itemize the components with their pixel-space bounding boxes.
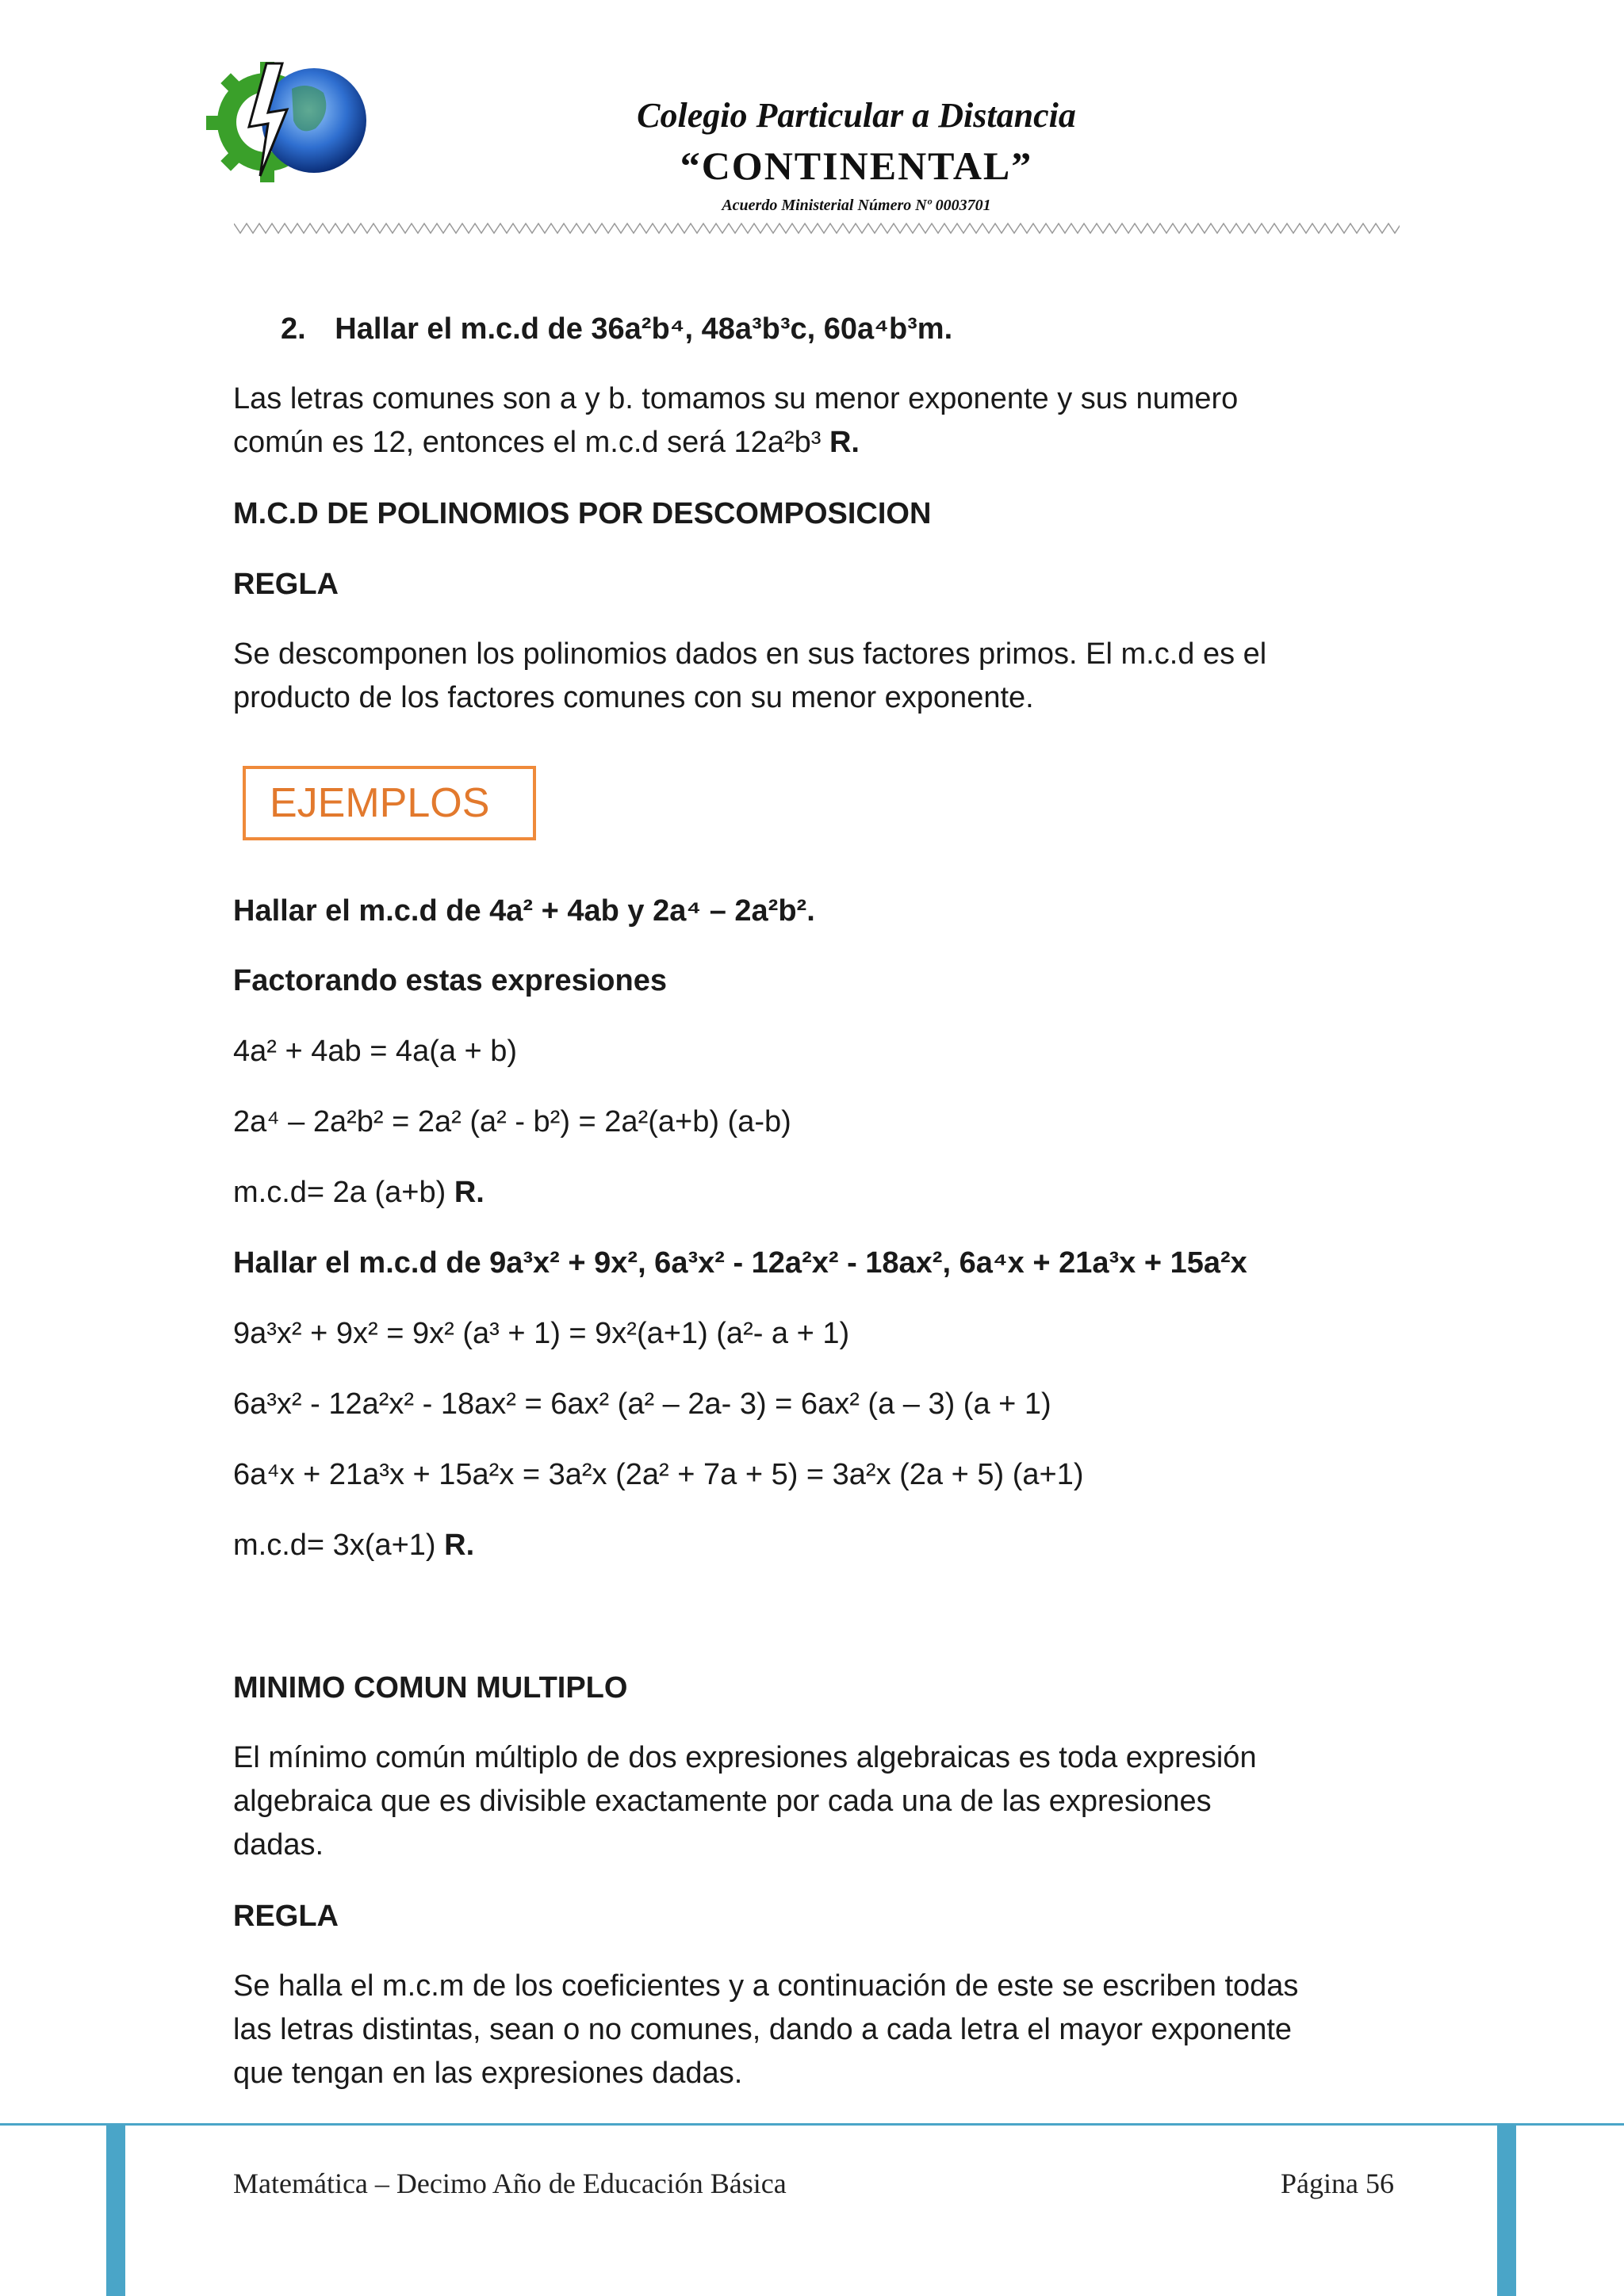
school-brand: “CONTINENTAL” bbox=[680, 144, 1033, 188]
examples-label: EJEMPLOS bbox=[270, 780, 490, 826]
result-mark: R. bbox=[454, 1176, 485, 1209]
equation-line: 6a⁴x + 21a³x + 15a²x = 3a²x (2a² + 7a + 5) = 3a²x (2a + 5) (a+1) bbox=[233, 1458, 1084, 1491]
subheading: Factorando estas expresiones bbox=[233, 964, 667, 997]
school-name: Colegio Particular a Distancia bbox=[637, 96, 1076, 135]
rule-heading: REGLA bbox=[233, 568, 339, 601]
rule-heading: REGLA bbox=[233, 1900, 339, 1933]
result-line bbox=[233, 1171, 485, 1215]
example-title: Hallar el m.c.d de 9a³x² + 9x², 6a³x² - 12a²x² - 18ax², 6a⁴x + 21a³x + 15a²x bbox=[233, 1246, 1247, 1280]
footer-bar-right bbox=[1497, 2126, 1516, 2296]
equation-line: 9a³x² + 9x² = 9x² (a³ + 1) = 9x²(a+1) (a²- a + 1) bbox=[233, 1317, 850, 1350]
paragraph-line: algebraica que es divisible exactamente por cada una de las expresiones bbox=[233, 1785, 1212, 1818]
paragraph-line: que tengan en las expresiones dadas. bbox=[233, 2057, 743, 2090]
paragraph-line: Las letras comunes son a y b. tomamos su menor exponente y sus numero bbox=[233, 382, 1239, 415]
item-2-title bbox=[281, 308, 952, 351]
ministerial-agreement: Acuerdo Ministerial Número Nº 0003701 bbox=[722, 197, 991, 214]
equation-line: 4a² + 4ab = 4a(a + b) bbox=[233, 1035, 518, 1068]
item-number: 2. bbox=[281, 312, 306, 346]
item-text: Hallar el m.c.d de 36a²b⁴, 48a³b³c, 60a⁴b³m. bbox=[335, 312, 953, 346]
result-mark: R. bbox=[444, 1529, 475, 1562]
section-heading: MINIMO COMUN MULTIPLO bbox=[233, 1671, 628, 1705]
footer-bar-left bbox=[106, 2126, 125, 2296]
footer-course: Matemática – Decimo Año de Educación Básica bbox=[233, 2168, 787, 2199]
paragraph-line: Se descomponen los polinomios dados en sus factores primos. El m.c.d es el bbox=[233, 637, 1267, 671]
paragraph-line: producto de los factores comunes con su menor exponente. bbox=[233, 681, 1034, 714]
result-text: m.c.d= 3x(a+1) bbox=[233, 1529, 436, 1562]
example-title: Hallar el m.c.d de 4a² + 4ab y 2a⁴ – 2a²b². bbox=[233, 894, 815, 928]
result-line bbox=[233, 1524, 474, 1567]
equation-line: 2a⁴ – 2a²b² = 2a² (a² - b²) = 2a²(a+b) (a-b) bbox=[233, 1105, 791, 1138]
header-divider bbox=[234, 220, 1400, 238]
result-text: m.c.d= 2a (a+b) bbox=[233, 1176, 446, 1209]
footer-rule bbox=[0, 2123, 1624, 2126]
section-heading: M.C.D DE POLINOMIOS POR DESCOMPOSICION bbox=[233, 497, 932, 530]
paragraph-line bbox=[233, 421, 860, 465]
page-number: Página 56 bbox=[1281, 2168, 1394, 2199]
school-logo-icon bbox=[205, 57, 395, 184]
paragraph-line: Se halla el m.c.m de los coeficientes y a continuación de este se escriben todas bbox=[233, 1969, 1299, 2003]
paragraph-line: las letras distintas, sean o no comunes, dando a cada letra el mayor exponente bbox=[233, 2013, 1293, 2046]
result-mark: R. bbox=[829, 426, 860, 459]
paragraph-text: común es 12, entonces el m.c.d será 12a²b³ bbox=[233, 426, 822, 459]
paragraph-line: dadas. bbox=[233, 1828, 324, 1862]
equation-line: 6a³x² - 12a²x² - 18ax² = 6ax² (a² – 2a- 3) = 6ax² (a – 3) (a + 1) bbox=[233, 1387, 1051, 1421]
paragraph-line: El mínimo común múltiplo de dos expresiones algebraicas es toda expresión bbox=[233, 1741, 1257, 1774]
